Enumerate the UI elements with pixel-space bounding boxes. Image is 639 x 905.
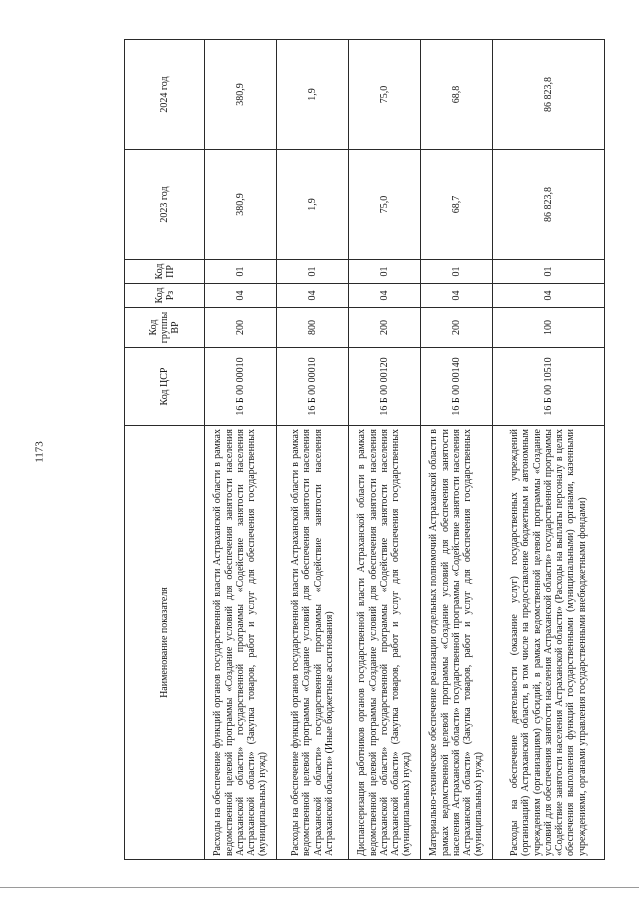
- cell-year-2023: 1,9: [277, 150, 349, 260]
- cell-year-2023: 75,0: [349, 150, 421, 260]
- header-vr: Код группы ВР: [125, 308, 205, 348]
- cell-csr: 16 Б 00 10510: [493, 348, 605, 426]
- budget-table: [124, 39, 605, 860]
- cell-vr: 200: [421, 308, 493, 348]
- cell-name: Расходы на обеспечение деятельности (оказание услуг) государственных учреждений (организаций) Астраханской области, в том числе на предоставление бюджетным и автономным учреждениям (организациям) субсидий, в рамках ведомственной целевой программы «Создание условий для обеспечения занятости населения Астраханской области» государственной программы «Содействие занятости населения Астраханской области» (Расходы на выплаты персоналу в целях обеспечения выполнения функций государственными (муниципальными) органами, казенными учреждениями, органами управления государственными внебюджетными фондами): [493, 426, 605, 860]
- cell-rz: 04: [349, 284, 421, 308]
- cell-year-2024: 1,9: [277, 40, 349, 150]
- cell-vr: 800: [277, 308, 349, 348]
- cell-vr: 200: [349, 308, 421, 348]
- table-row: [277, 40, 349, 860]
- table-header-row: [125, 40, 205, 860]
- cell-pr: 01: [421, 260, 493, 284]
- cell-pr: 01: [349, 260, 421, 284]
- cell-year-2024: 68,8: [421, 40, 493, 150]
- cell-rz: 04: [493, 284, 605, 308]
- table-landscape-area: [124, 40, 588, 860]
- cell-year-2024: 86 823,8: [493, 40, 605, 150]
- header-pr: Код ПР: [125, 260, 205, 284]
- cell-rz: 04: [421, 284, 493, 308]
- cell-pr: 01: [205, 260, 277, 284]
- cell-vr: 100: [493, 308, 605, 348]
- cell-csr: 16 Б 00 00120: [349, 348, 421, 426]
- cell-pr: 01: [277, 260, 349, 284]
- cell-name: Материально-техническое обеспечение реализации отдельных полномочий Астраханской области в рамках ведомственной целевой программы «Создание условий для обеспечения занятости населения Астраханской области» государственной программы «Содействие занятости населения Астраханской области» (Закупка товаров, работ и услуг для обеспечения государственных (муниципальных) нужд): [421, 426, 493, 860]
- cell-name: Диспансеризация работников органов государственной власти Астраханской области в рамках ведомственной целевой программы «Создание условий для обеспечения занятости населения Астраханской области» государственной программы «Содействие занятости населения Астраханской области» (Закупка товаров, работ и услуг для обеспечения государственных (муниципальных) нужд): [349, 426, 421, 860]
- table-row: [493, 40, 605, 860]
- cell-csr: 16 Б 00 00010: [277, 348, 349, 426]
- cell-rz: 04: [205, 284, 277, 308]
- cell-rz: 04: [277, 284, 349, 308]
- table-rotation-frame: [124, 40, 588, 860]
- header-rz: Код Рз: [125, 284, 205, 308]
- header-csr: Код ЦСР: [125, 348, 205, 426]
- page-number: 1173: [33, 441, 46, 463]
- header-year-2024: 2024 год: [125, 40, 205, 150]
- header-year-2023: 2023 год: [125, 150, 205, 260]
- cell-year-2024: 75,0: [349, 40, 421, 150]
- cell-name: Расходы на обеспечение функций органов государственной власти Астраханской области в рамках ведомственной целевой программы «Создание условий для обеспечения занятости населения Астраханской области» государственной программы «Содействие занятости населения Астраханской области» (Закупка товаров, работ и услуг для обеспечения государственных (муниципальных) нужд): [205, 426, 277, 860]
- cell-name: Расходы на обеспечение функций органов государственной власти Астраханской области в рамках ведомственной целевой программы «Создание условий для обеспечения занятости населения Астраханской области» государственной программы «Содействие занятости населения Астраханской области» (Иные бюджетные ассигнования): [277, 426, 349, 860]
- cell-year-2024: 380,9: [205, 40, 277, 150]
- table-row: [421, 40, 493, 860]
- cell-vr: 200: [205, 308, 277, 348]
- cell-pr: 01: [493, 260, 605, 284]
- header-name: Наименование показателя: [125, 426, 205, 860]
- bottom-rule: [0, 887, 639, 888]
- table-row: [349, 40, 421, 860]
- cell-year-2023: 86 823,8: [493, 150, 605, 260]
- table-row: [205, 40, 277, 860]
- cell-year-2023: 68,7: [421, 150, 493, 260]
- cell-csr: 16 Б 00 00010: [205, 348, 277, 426]
- cell-year-2023: 380,9: [205, 150, 277, 260]
- cell-csr: 16 Б 00 00140: [421, 348, 493, 426]
